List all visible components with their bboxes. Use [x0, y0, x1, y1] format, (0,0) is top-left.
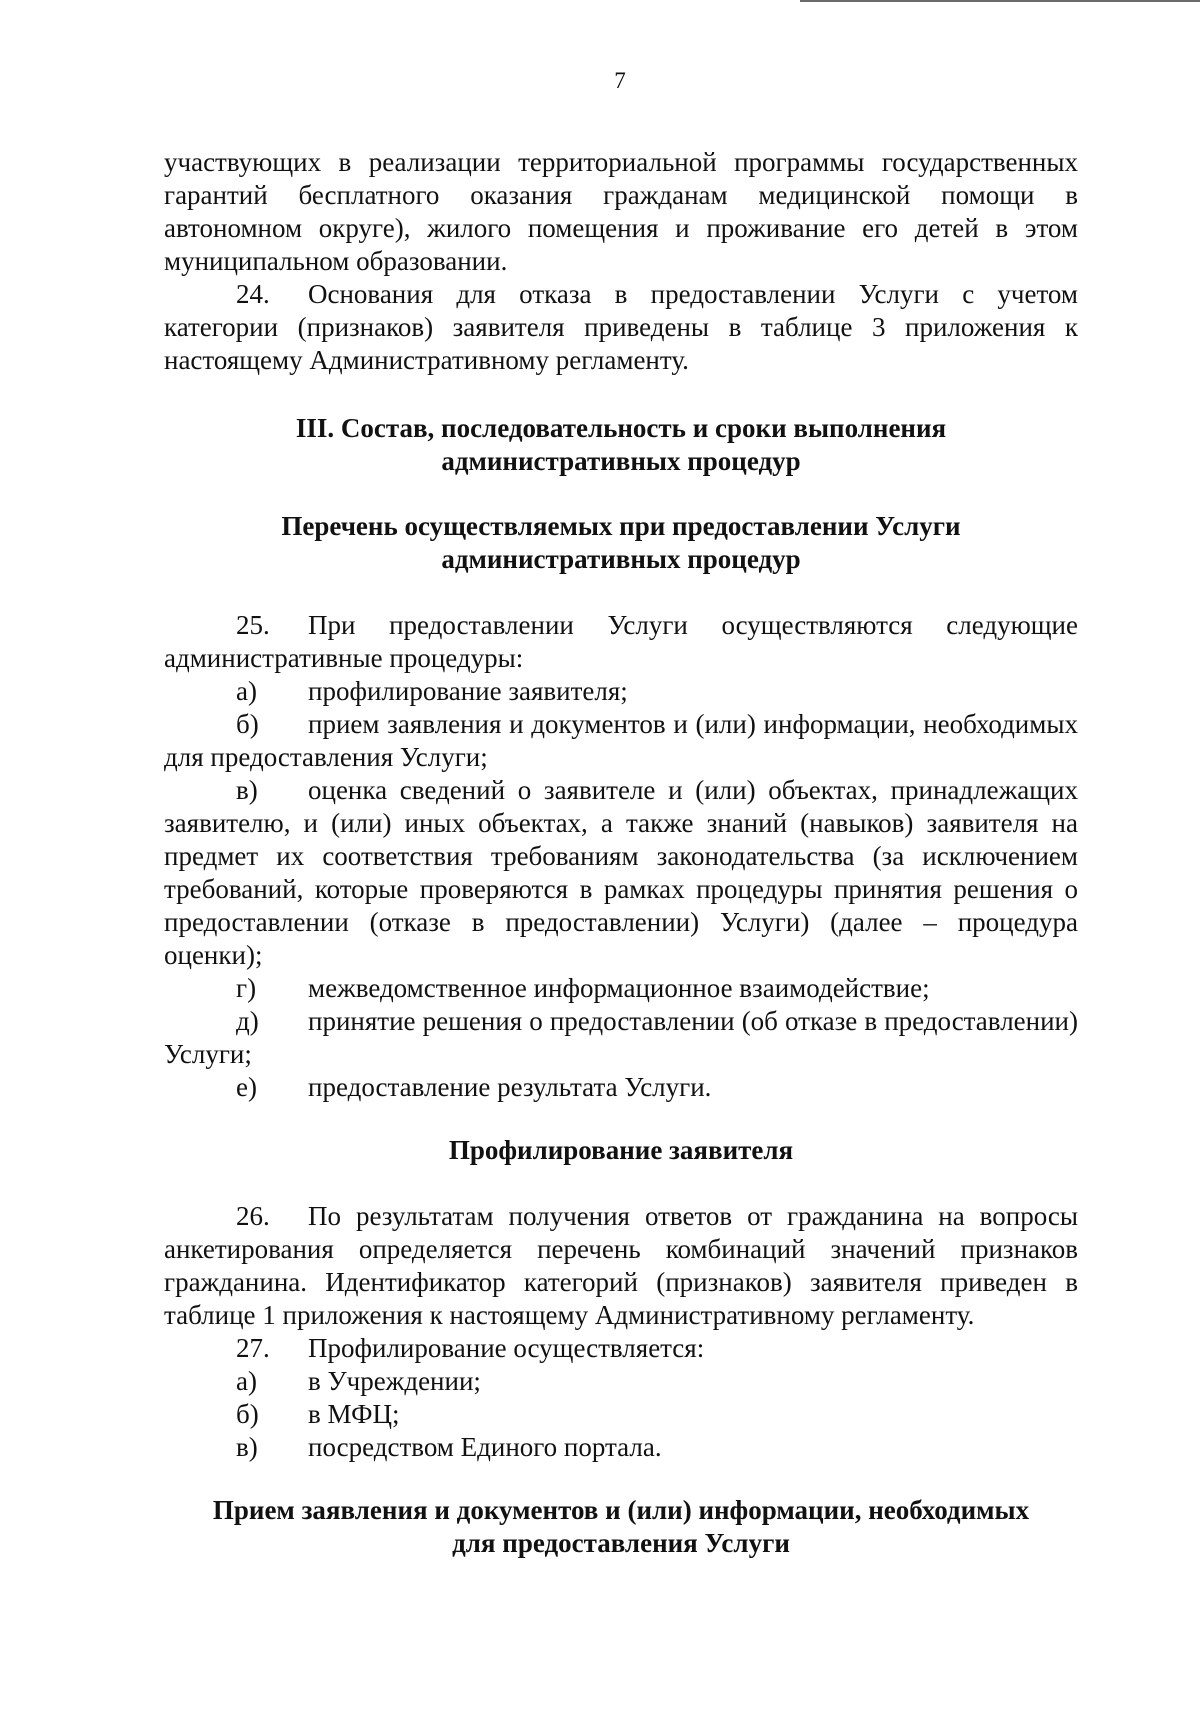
paragraph-number: 27. — [236, 1333, 270, 1363]
list-item — [164, 972, 1078, 1005]
paragraph-text: По результатам получения ответов от гражданина на вопросы анкетирования определяется перечень комбинаций значений признаков гражданина. Идентификатор категорий (признаков) заявителя приведен в таблице 1 приложения к настоящему Административному регламенту. — [164, 1201, 1078, 1330]
list-item — [164, 1431, 1078, 1464]
paragraph-25 — [164, 609, 1078, 675]
paragraph-27 — [164, 1332, 1078, 1365]
list-item-text: в Учреждении; — [308, 1366, 481, 1396]
list-item-text: прием заявления и документов и (или) информации, необходимых для предоставления Услуги; — [164, 709, 1078, 772]
paragraph-number: 25. — [236, 610, 270, 640]
list-item-letter: в) — [236, 775, 258, 805]
document-body — [164, 146, 1078, 1560]
list-item — [164, 675, 1078, 708]
list-item-text: принятие решения о предоставлении (об отказе в предоставлении) Услуги; — [164, 1006, 1078, 1069]
list-item-letter: б) — [236, 709, 259, 739]
list-item — [164, 774, 1078, 972]
paragraph-text: При предоставлении Услуги осуществляются следующие административные процедуры: — [164, 610, 1078, 673]
list-item-letter: г) — [236, 973, 257, 1003]
subsection-title-line-2: административных процедур — [441, 544, 801, 574]
list-item — [164, 1005, 1078, 1071]
reception-heading — [164, 1494, 1078, 1560]
paragraph-text: Профилирование осуществляется: — [308, 1333, 705, 1363]
list-item-letter: а) — [236, 1366, 257, 1396]
paragraph-number: 24. — [236, 279, 270, 309]
list-item — [164, 1398, 1078, 1431]
section-title — [164, 412, 1078, 478]
list-item-text: в МФЦ; — [308, 1399, 400, 1429]
list-item-letter: е) — [236, 1072, 257, 1102]
list-item-letter: д) — [236, 1006, 259, 1036]
paragraph-text: Основания для отказа в предоставлении Услуги с учетом категории (признаков) заявителя приведены в таблице 3 приложения к настоящему Административному регламенту. — [164, 279, 1078, 375]
paragraph-26 — [164, 1200, 1078, 1332]
paragraph-24 — [164, 278, 1078, 377]
list-item-text: профилирование заявителя; — [308, 676, 628, 706]
page-number: 7 — [614, 68, 626, 93]
subsection-title — [164, 510, 1078, 576]
reception-heading-line-2: для предоставления Услуги — [452, 1528, 790, 1558]
section-title-line-2: административных процедур — [441, 446, 801, 476]
paragraph-continuation: участвующих в реализации территориальной программы государственных гарантий бесплатного оказания гражданам медицинской помощи в автономном округе), жилого помещения и проживание его детей в этом муниципальном образовании. — [164, 147, 1078, 276]
paragraph-number: 26. — [236, 1201, 270, 1231]
reception-heading-line-1: Прием заявления и документов и (или) информации, необходимых — [212, 1495, 1030, 1525]
list-item-letter: а) — [236, 676, 257, 706]
list-item — [164, 708, 1078, 774]
list-item-text: посредством Единого портала. — [308, 1432, 662, 1462]
list-item-letter: б) — [236, 1399, 259, 1429]
list-item — [164, 1365, 1078, 1398]
list-item-text: межведомственное информационное взаимодействие; — [308, 973, 930, 1003]
list-item-text: оценка сведений о заявителе и (или) объектах, принадлежащих заявителю, и (или) иных объектах, а также знаний (навыков) заявителя на предмет их соответствия требованиям законодательства (за исключением требований, которые проверяются в рамках процедуры принятия решения о предоставлении (отказе в предоставлении) Услуги) (далее – процедура оценки); — [164, 775, 1078, 970]
list-item — [164, 1071, 1078, 1104]
subsection-title-line-1: Перечень осуществляемых при предоставлении Услуги — [281, 511, 961, 541]
section-title-line-1: III. Состав, последовательность и сроки выполнения — [295, 413, 947, 443]
scan-edge-line — [800, 0, 1200, 2]
list-item-letter: в) — [236, 1432, 258, 1462]
list-item-text: предоставление результата Услуги. — [308, 1072, 712, 1102]
profiling-heading: Профилирование заявителя — [448, 1135, 794, 1165]
